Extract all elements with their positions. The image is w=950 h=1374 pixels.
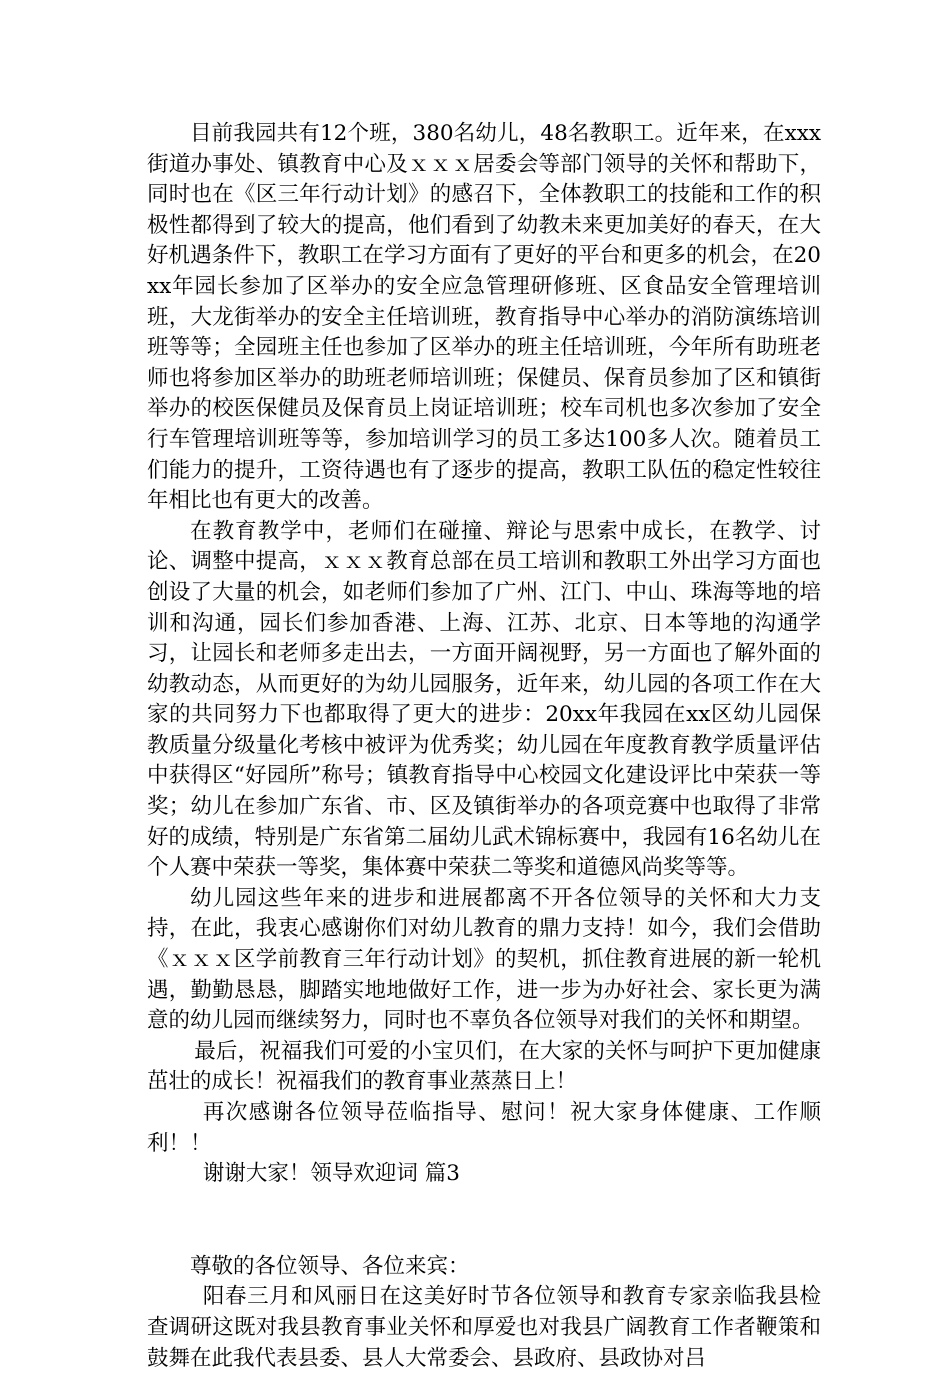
- paragraph-staff-training: 目前我园共有12个班，380名幼儿，48名教职工。近年来，在xxx街道办事处、镇教育中心及ｘｘｘ居委会等部门领导的关怀和帮助下，同时也在《区三年行动计划》的感召下，全体教职工的技能和工作的积极性都得到了较大的提高，他们看到了幼教未来更加美好的春天，在大好机遇条件下，教职工在学习方面有了更好的平台和更多的机会，在20xx年园长参加了区举办的安全应急管理研修班、区食品安全管理培训班，大龙街举办的安全主任培训班，教育指导中心举办的消防演练培训班等等；全园班主任也参加了区举办的班主任培训班，今年所有助班老师也将参加区举办的助班老师培训班；保健员、保育员参加了区和镇街举办的校医保健员及保育员上岗证培训班；校车司机也多次参加了安全行车管理培训班等等，参加培训学习的员工多达100多人次。随着员工们能力的提升，工资待遇也有了逐步的提高，教职工队伍的稳定性较往年相比也有更大的改善。: [147, 121, 821, 514]
- paragraph-thanks-visit: 再次感谢各位领导莅临指导、慰问！祝大家身体健康、工作顺利！！: [147, 1100, 821, 1156]
- paragraph-section-heading: 谢谢大家！领导欢迎词 篇3: [202, 1161, 460, 1187]
- salutation: 尊敬的各位领导、各位来宾：: [190, 1253, 470, 1279]
- paragraph-teaching-achievements: 在教育教学中，老师们在碰撞、辩论与思索中成长，在教学、讨论、调整中提高，ｘｘｘ教育总部在员工培训和教职工外出学习方面也创设了大量的机会，如老师们参加了广州、江门、中山、珠海等地的培训和沟通，园长们参加香港、上海、江苏、北京、日本等地的沟通学习，让园长和老师多走出去，一方面开阔视野，另一方面也了解外面的幼教动态，从而更好的为幼儿园服务，近年来，幼儿园的各项工作在大家的共同努力下也都取得了更大的进步：20xx年我园在xx区幼儿园保教质量分级量化考核中被评为优秀奖；幼儿园在年度教育教学质量评估中获得区“好园所”称号；镇教育指导中心校园文化建设评比中荣获一等奖；幼儿在参加广东省、市、区及镇街举办的各项竞赛中也取得了非常好的成绩，特别是广东省第二届幼儿武术锦标赛中，我园有16名幼儿在个人赛中荣获一等奖，集体赛中荣获二等奖和道德风尚奖等等。: [147, 518, 821, 881]
- document-page: [147, 119, 821, 1374]
- paragraph-blessing: 最后，祝福我们可爱的小宝贝们，在大家的关怀与呵护下更加健康茁壮的成长！祝福我们的教育事业蒸蒸日上！: [147, 1038, 821, 1095]
- section-spacer: [147, 1190, 821, 1252]
- paragraph-thanks-support: 幼儿园这些年来的进步和进展都离不开各位领导的关怀和大力支持，在此，我衷心感谢你们对幼儿教育的鼎力支持！如今，我们会借助《ｘｘｘ区学前教育三年行动计划》的契机，抓住教育进展的新一轮机遇，勤勤恳恳，脚踏实地地做好工作，进一步为办好社会、家长更为满意的幼儿园而继续努力，同时也不辜负各位领导对我们的关怀和期望。: [147, 885, 821, 1034]
- paragraph-welcome: 阳春三月和风丽日在这美好时节各位领导和教育专家亲临我县检查调研这既对我县教育事业关怀和厚爱也对我县广阔教育工作者鞭策和鼓舞在此我代表县委、县人大常委会、县政府、县政协对吕: [147, 1284, 821, 1371]
